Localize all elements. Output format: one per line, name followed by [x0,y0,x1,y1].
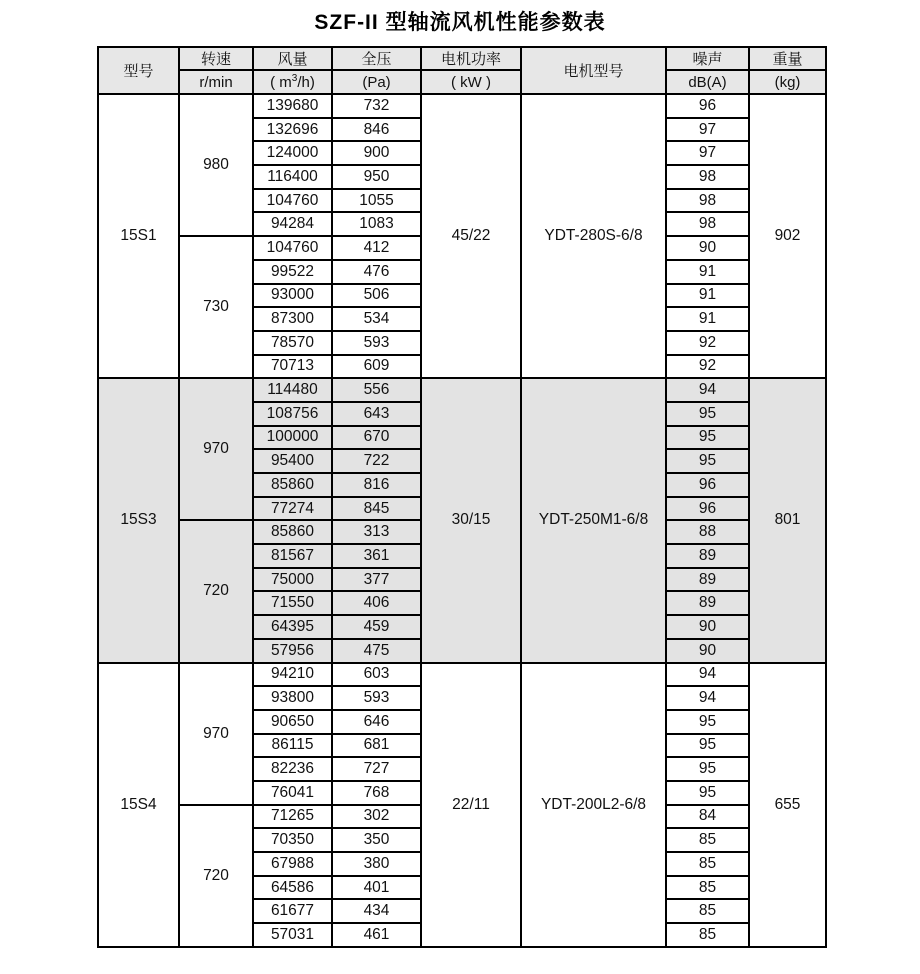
power-cell: 30/15 [421,378,521,662]
pressure-cell: 900 [332,141,421,165]
flow-unit-superscript: 3 [291,72,298,84]
noise-cell: 96 [666,94,749,118]
header-pressure: 全压 [332,47,421,70]
flow-cell: 77274 [253,497,332,521]
pressure-cell: 475 [332,639,421,663]
motor-model-cell: YDT-280S-6/8 [521,94,666,378]
weight-cell: 655 [749,663,826,947]
pressure-cell: 406 [332,591,421,615]
pressure-cell: 593 [332,686,421,710]
power-cell: 45/22 [421,94,521,378]
flow-cell: 86115 [253,734,332,758]
speed-cell: 730 [179,236,253,378]
noise-cell: 90 [666,639,749,663]
noise-cell: 85 [666,876,749,900]
noise-cell: 95 [666,449,749,473]
noise-cell: 96 [666,497,749,521]
flow-cell: 64395 [253,615,332,639]
header-motor-model: 电机型号 [521,47,666,94]
speed-cell: 720 [179,520,253,662]
flow-cell: 64586 [253,876,332,900]
noise-cell: 85 [666,923,749,947]
pressure-cell: 670 [332,426,421,450]
power-cell: 22/11 [421,663,521,947]
speed-cell: 980 [179,94,253,236]
table-row [98,378,826,402]
noise-cell: 98 [666,212,749,236]
noise-cell: 89 [666,544,749,568]
flow-cell: 57956 [253,639,332,663]
noise-cell: 94 [666,663,749,687]
flow-cell: 85860 [253,520,332,544]
noise-cell: 95 [666,757,749,781]
pressure-cell: 603 [332,663,421,687]
flow-cell: 124000 [253,141,332,165]
pressure-cell: 846 [332,118,421,142]
page-title: SZF-II 型轴流风机性能参数表 [314,11,606,34]
noise-cell: 89 [666,591,749,615]
flow-cell: 87300 [253,307,332,331]
header-power-unit: ( kW ) [421,70,521,94]
flow-cell: 94210 [253,663,332,687]
pressure-cell: 732 [332,94,421,118]
pressure-cell: 401 [332,876,421,900]
fan-performance-table [97,46,827,948]
flow-cell: 100000 [253,426,332,450]
flow-cell: 116400 [253,165,332,189]
noise-cell: 95 [666,426,749,450]
noise-cell: 88 [666,520,749,544]
noise-cell: 85 [666,899,749,923]
noise-cell: 95 [666,402,749,426]
pressure-cell: 459 [332,615,421,639]
flow-cell: 95400 [253,449,332,473]
pressure-cell: 950 [332,165,421,189]
noise-cell: 98 [666,165,749,189]
pressure-cell: 727 [332,757,421,781]
pressure-cell: 722 [332,449,421,473]
noise-cell: 94 [666,686,749,710]
speed-cell: 970 [179,663,253,805]
pressure-cell: 412 [332,236,421,260]
noise-cell: 91 [666,260,749,284]
header-speed-unit: r/min [179,70,253,94]
header-pressure-unit: (Pa) [332,70,421,94]
model-cell: 15S1 [98,94,179,378]
model-cell: 15S3 [98,378,179,662]
weight-cell: 801 [749,378,826,662]
noise-cell: 89 [666,568,749,592]
flow-cell: 70713 [253,355,332,379]
pressure-cell: 506 [332,284,421,308]
table-row [98,663,826,687]
pressure-cell: 768 [332,781,421,805]
flow-cell: 93800 [253,686,332,710]
flow-cell: 108756 [253,402,332,426]
pressure-cell: 556 [332,378,421,402]
flow-cell: 71550 [253,591,332,615]
flow-cell: 61677 [253,899,332,923]
noise-cell: 95 [666,781,749,805]
noise-cell: 95 [666,710,749,734]
noise-cell: 92 [666,355,749,379]
weight-cell: 902 [749,94,826,378]
pressure-cell: 350 [332,828,421,852]
header-noise: 噪声 [666,47,749,70]
pressure-cell: 609 [332,355,421,379]
flow-cell: 114480 [253,378,332,402]
header-weight: 重量 [749,47,826,70]
motor-model-cell: YDT-200L2-6/8 [521,663,666,947]
pressure-cell: 361 [332,544,421,568]
flow-cell: 82236 [253,757,332,781]
header-noise-unit: dB(A) [666,70,749,94]
speed-cell: 970 [179,378,253,520]
noise-cell: 85 [666,828,749,852]
flow-cell: 70350 [253,828,332,852]
flow-cell: 132696 [253,118,332,142]
pressure-cell: 816 [332,473,421,497]
pressure-cell: 1055 [332,189,421,213]
table-body [98,94,826,947]
header-weight-unit: (kg) [749,70,826,94]
noise-cell: 90 [666,236,749,260]
flow-cell: 85860 [253,473,332,497]
header-flow-unit: ( $m^3/h$) [253,70,332,94]
pressure-cell: 302 [332,805,421,829]
pressure-cell: 845 [332,497,421,521]
noise-cell: 85 [666,852,749,876]
model-cell: 15S4 [98,663,179,947]
flow-cell: 76041 [253,781,332,805]
header-power: 电机功率 [421,47,521,70]
noise-cell: 97 [666,141,749,165]
motor-model-cell: YDT-250M1-6/8 [521,378,666,662]
flow-cell: 139680 [253,94,332,118]
pressure-cell: 681 [332,734,421,758]
noise-cell: 90 [666,615,749,639]
pressure-cell: 377 [332,568,421,592]
noise-cell: 96 [666,473,749,497]
pressure-cell: 476 [332,260,421,284]
pressure-cell: 434 [332,899,421,923]
flow-cell: 104760 [253,236,332,260]
pressure-cell: 1083 [332,212,421,236]
flow-cell: 78570 [253,331,332,355]
flow-cell: 94284 [253,212,332,236]
flow-cell: 81567 [253,544,332,568]
speed-cell: 720 [179,805,253,947]
noise-cell: 91 [666,307,749,331]
flow-cell: 90650 [253,710,332,734]
pressure-cell: 643 [332,402,421,426]
flow-cell: 104760 [253,189,332,213]
noise-cell: 94 [666,378,749,402]
flow-cell: 99522 [253,260,332,284]
noise-cell: 97 [666,118,749,142]
table-header [98,47,826,94]
noise-cell: 92 [666,331,749,355]
noise-cell: 98 [666,189,749,213]
flow-cell: 93000 [253,284,332,308]
flow-cell: 75000 [253,568,332,592]
noise-cell: 95 [666,734,749,758]
pressure-cell: 461 [332,923,421,947]
header-flow: 风量 [253,47,332,70]
flow-cell: 57031 [253,923,332,947]
header-model: 型号 [98,47,179,94]
noise-cell: 84 [666,805,749,829]
pressure-cell: 593 [332,331,421,355]
flow-cell: 67988 [253,852,332,876]
flow-cell: 71265 [253,805,332,829]
pressure-cell: 646 [332,710,421,734]
header-speed: 转速 [179,47,253,70]
pressure-cell: 313 [332,520,421,544]
pressure-cell: 534 [332,307,421,331]
noise-cell: 91 [666,284,749,308]
pressure-cell: 380 [332,852,421,876]
table-row [98,94,826,118]
